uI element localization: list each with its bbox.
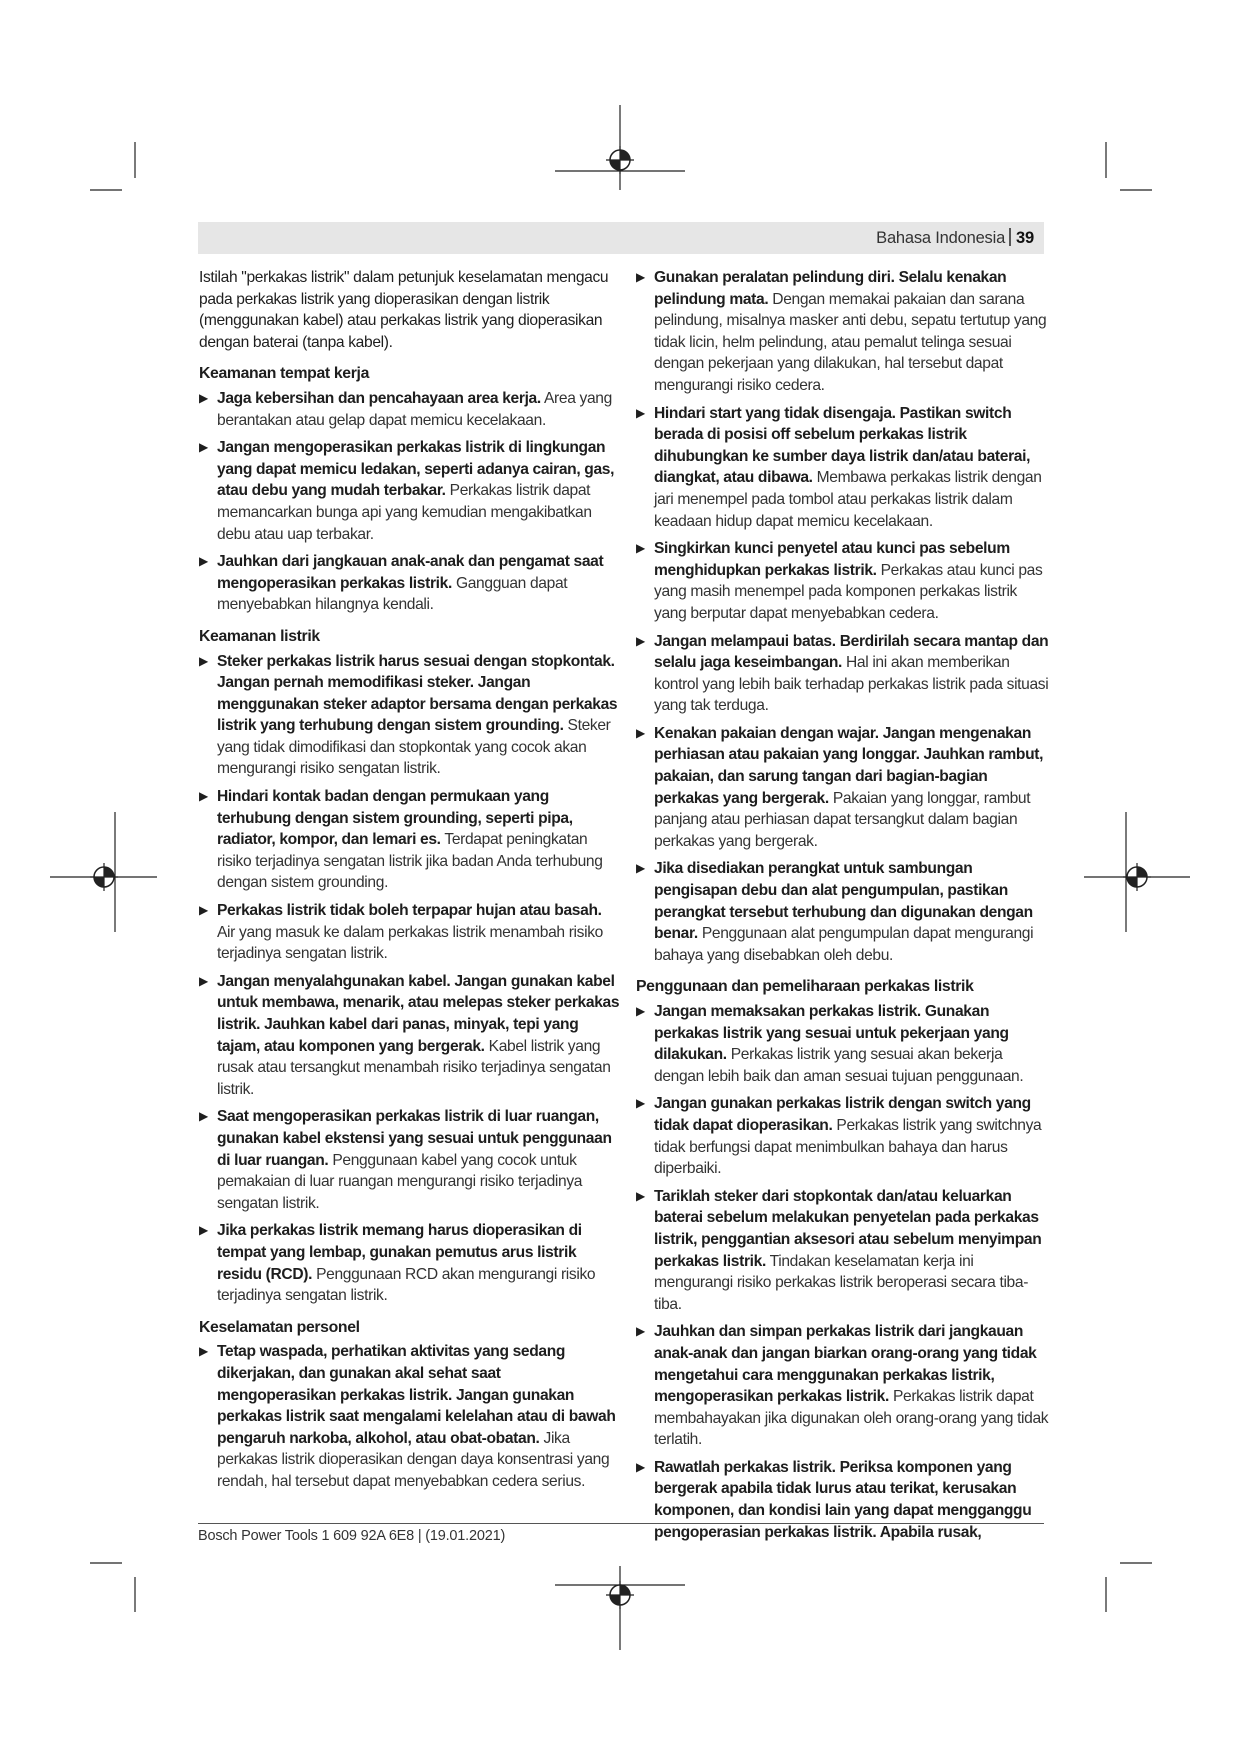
item-bold: Tariklah steker dari stopkontak dan/atau keluarkan baterai sebelum melakukan penyetelan pada perkakas listrik, penggantian aksesori atau sebelum menyimpan perkakas listrik. bbox=[654, 1187, 1042, 1270]
item-text: Area yang berantakan atau gelap dapat memicu kecelakaan. bbox=[217, 389, 612, 429]
list-item bbox=[636, 631, 1052, 717]
list-item bbox=[636, 538, 1052, 624]
item-bold: Steker perkakas listrik harus sesuai dengan stopkontak. Jangan pernah memodifikasi steker. Jangan menggunakan steker adaptor bersama dengan perkakas listrik yang terhubung dengan sistem grounding. bbox=[217, 652, 618, 735]
list-item bbox=[636, 1321, 1052, 1451]
item-bold: Jangan menyalahgunakan kabel. Jangan gunakan kabel untuk membawa, menarik, atau melepas steker perkakas listrik. Jauhkan kabel dari panas, minyak, tepi yang tajam, atau komponen yang bergerak. bbox=[217, 972, 620, 1055]
left-column bbox=[199, 267, 621, 1498]
list-item bbox=[636, 723, 1052, 853]
list-item bbox=[199, 388, 621, 431]
registration-target-left bbox=[90, 863, 118, 891]
item-text: Perkakas listrik yang switchnya tidak berfungsi dapat menimbulkan bahaya dan harus diperbaiki. bbox=[654, 1116, 1042, 1178]
item-bold: Saat mengoperasikan perkakas listrik di luar ruangan, gunakan kabel ekstensi yang sesuai untuk penggunaan di luar ruangan. bbox=[217, 1108, 612, 1169]
page-footer: Bosch Power Tools 1 609 92A 6E8 | (19.01.2021) bbox=[198, 1528, 506, 1544]
item-bold: Rawatlah perkakas listrik. Periksa komponen yang bergerak apabila tidak lurus atau terikat, kerusakan komponen, dan kondisi lain yang dapat mengganggu pengoperasian perkakas listrik. Apabila rusak, bbox=[654, 1458, 1032, 1541]
list-item bbox=[199, 1220, 621, 1306]
header-separator bbox=[1009, 228, 1011, 246]
list-item bbox=[636, 858, 1052, 966]
item-bold: Tetap waspada, perhatikan aktivitas yang sedang dikerjakan, dan gunakan akal sehat saat mengoperasikan perkakas listrik. Jangan gunakan perkakas listrik saat mengalami kelelahan atau di bawah pengaruh narkoba, alkohol, atau obat-obatan. bbox=[217, 1343, 616, 1447]
item-text: Dengan memakai pakaian dan sarana pelindung, misalnya masker anti debu, sepatu tertutup yang tidak licin, helm pelindung, atau pemalut telinga sesuai dengan pekerjaan yang dilakukan, hal tersebut dapat mengurangi risiko cedera. bbox=[654, 290, 1047, 394]
item-bold: Jauhkan dan simpan perkakas listrik dari jangkauan anak-anak dan jangan biarkan orang-orang yang tidak mengetahui cara menggunakan perkakas listrik, mengoperasikan perkakas listrik. bbox=[654, 1323, 1037, 1406]
section-heading-personal-safety: Keselamatan personel bbox=[199, 1318, 360, 1336]
item-bold: Jangan melampaui batas. Berdirilah secara mantap dan selalu jaga keseimbangan. bbox=[654, 632, 1049, 672]
right-column bbox=[636, 267, 1052, 1549]
list-item bbox=[636, 1186, 1052, 1316]
list-item bbox=[199, 651, 621, 781]
item-text: Tindakan keselamatan kerja ini mengurangi risiko perkakas listrik beroperasi secara tiba-tiba. bbox=[654, 1252, 1029, 1313]
list-item bbox=[199, 1341, 621, 1492]
section-heading-work-area: Keamanan tempat kerja bbox=[199, 365, 370, 383]
intro-paragraph: Istilah "perkakas listrik" dalam petunjuk keselamatan mengacu pada perkakas listrik yang dioperasikan dengan listrik (menggunakan kabel) atau perkakas listrik yang dioperasikan dengan baterai (tanpa kabel). bbox=[199, 269, 609, 351]
item-bold: Hindari start yang tidak disengaja. Pastikan switch berada di posisi off sebelum perkakas listrik dihubungkan ke sumber daya listrik dan/atau baterai, diangkat, atau dibawa. bbox=[654, 404, 1031, 487]
registration-target-right bbox=[1123, 863, 1151, 891]
item-text: Air yang masuk ke dalam perkakas listrik menambah risiko terjadinya sengatan listrik. bbox=[217, 923, 603, 963]
item-bold: Jika perkakas listrik memang harus dioperasikan di tempat yang lembap, gunakan pemutus arus listrik residu (RCD). bbox=[217, 1222, 582, 1283]
item-bold: Hindari kontak badan dengan permukaan yang terhubung dengan sistem grounding, seperti pipa, radiator, kompor, dan lemari es. bbox=[217, 788, 573, 849]
registration-target-bottom bbox=[606, 1581, 634, 1609]
list-item bbox=[199, 971, 621, 1101]
item-bold: Perkakas listrik tidak boleh terpapar hujan atau basah. bbox=[217, 902, 602, 920]
item-text: Penggunaan RCD akan mengurangi risiko terjadinya sengatan listrik. bbox=[217, 1265, 596, 1305]
page-header bbox=[198, 222, 1044, 254]
item-text: Perkakas listrik dapat membahayakan jika digunakan oleh orang-orang yang tidak terlatih. bbox=[654, 1388, 1049, 1449]
item-text: Kabel listrik yang rusak atau tersangkut menambah risiko terjadinya sengatan listrik. bbox=[217, 1037, 611, 1098]
list-item bbox=[199, 1106, 621, 1214]
item-bold: Jaga kebersihan dan pencahayaan area kerja. bbox=[217, 389, 541, 407]
header-text bbox=[876, 226, 1044, 250]
list-item bbox=[636, 267, 1052, 397]
item-text: Steker yang tidak dimodifikasi dan stopkontak yang cocok akan mengurangi risiko sengatan listrik. bbox=[217, 717, 611, 778]
item-text: Terdapat peningkatan risiko terjadinya sengatan listrik jika badan Anda terhubung dengan sistem grounding. bbox=[217, 831, 603, 892]
item-text: Penggunaan kabel yang cocok untuk pemakaian di luar ruangan mengurangi risiko terjadinya sengatan listrik. bbox=[217, 1151, 583, 1212]
item-bold: Singkirkan kunci penyetel atau kunci pas sebelum menghidupkan perkakas listrik. bbox=[654, 540, 1010, 579]
page-number: 39 bbox=[1016, 229, 1034, 247]
section-heading-electrical: Keamanan listrik bbox=[199, 627, 320, 645]
item-bold: Jangan memaksakan perkakas listrik. Gunakan perkakas listrik yang sesuai untuk pekerjaan yang dilakukan. bbox=[654, 1003, 1009, 1064]
item-text: Perkakas atau kunci pas yang masih menempel pada komponen perkakas listrik yang berputar dapat menyebabkan cedera. bbox=[654, 561, 1043, 622]
section-heading-tool-use: Penggunaan dan pemeliharaan perkakas listrik bbox=[636, 978, 974, 996]
list-item bbox=[199, 900, 621, 965]
item-bold: Jauhkan dari jangkauan anak-anak dan pengamat saat mengoperasikan perkakas listrik. bbox=[217, 553, 604, 592]
item-text: Pakaian yang longgar, rambut panjang atau perhiasan dapat tersangkut dalam bagian perkakas yang bergerak. bbox=[654, 789, 1031, 850]
list-item bbox=[636, 1457, 1052, 1543]
list-item bbox=[199, 551, 621, 616]
item-text: Membawa perkakas listrik dengan jari menempel pada tombol atau perkakas listrik dalam keadaan hidup dapat memicu kecelakaan. bbox=[654, 469, 1042, 530]
item-text: Perkakas listrik dapat memancarkan bunga api yang kemudian mengakibatkan debu atau uap terbakar. bbox=[217, 482, 592, 543]
item-text: Perkakas listrik yang sesuai akan bekerja dengan lebih baik dan aman sesuai tujuan penggunaan. bbox=[654, 1046, 1024, 1085]
item-text: Gangguan dapat menyebabkan hilangnya kendali. bbox=[217, 574, 568, 614]
item-bold: Kenakan pakaian dengan wajar. Jangan mengenakan perhiasan atau pakaian yang longgar. Jauhkan rambut, pakaian, dan sarung tangan dari bagian-bagian perkakas yang bergerak. bbox=[654, 724, 1044, 807]
item-text: Jika perkakas listrik dioperasikan dengan daya konsentrasi yang rendah, hal tersebut dapat menyebabkan cedera serius. bbox=[217, 1429, 610, 1490]
item-bold: Jangan mengoperasikan perkakas listrik di lingkungan yang dapat memicu ledakan, seperti adanya cairan, gas, atau debu yang mudah terbakar. bbox=[217, 439, 615, 500]
list-item bbox=[636, 1001, 1052, 1087]
header-language: Bahasa Indonesia bbox=[876, 229, 1006, 247]
list-item bbox=[199, 437, 621, 545]
item-text: Hal ini akan memberikan kontrol yang lebih baik terhadap perkakas listrik pada situasi yang tak terduga. bbox=[654, 654, 1049, 715]
registration-target-top bbox=[606, 146, 634, 174]
item-bold: Jangan gunakan perkakas listrik dengan switch yang tidak dapat dioperasikan. bbox=[654, 1095, 1031, 1134]
item-bold: Gunakan peralatan pelindung diri. Selalu kenakan pelindung mata. bbox=[654, 269, 1007, 308]
footer-rule bbox=[198, 1523, 1044, 1524]
item-text: Penggunaan alat pengumpulan dapat mengurangi bahaya yang disebabkan oleh debu. bbox=[654, 925, 1034, 964]
list-item bbox=[636, 1093, 1052, 1179]
list-item bbox=[636, 403, 1052, 533]
item-bold: Jika disediakan perangkat untuk sambungan pengisapan debu dan alat pengumpulan, pastikan perangkat tersebut terhubung dan digunakan dengan benar. bbox=[654, 860, 1033, 943]
list-item bbox=[199, 786, 621, 894]
